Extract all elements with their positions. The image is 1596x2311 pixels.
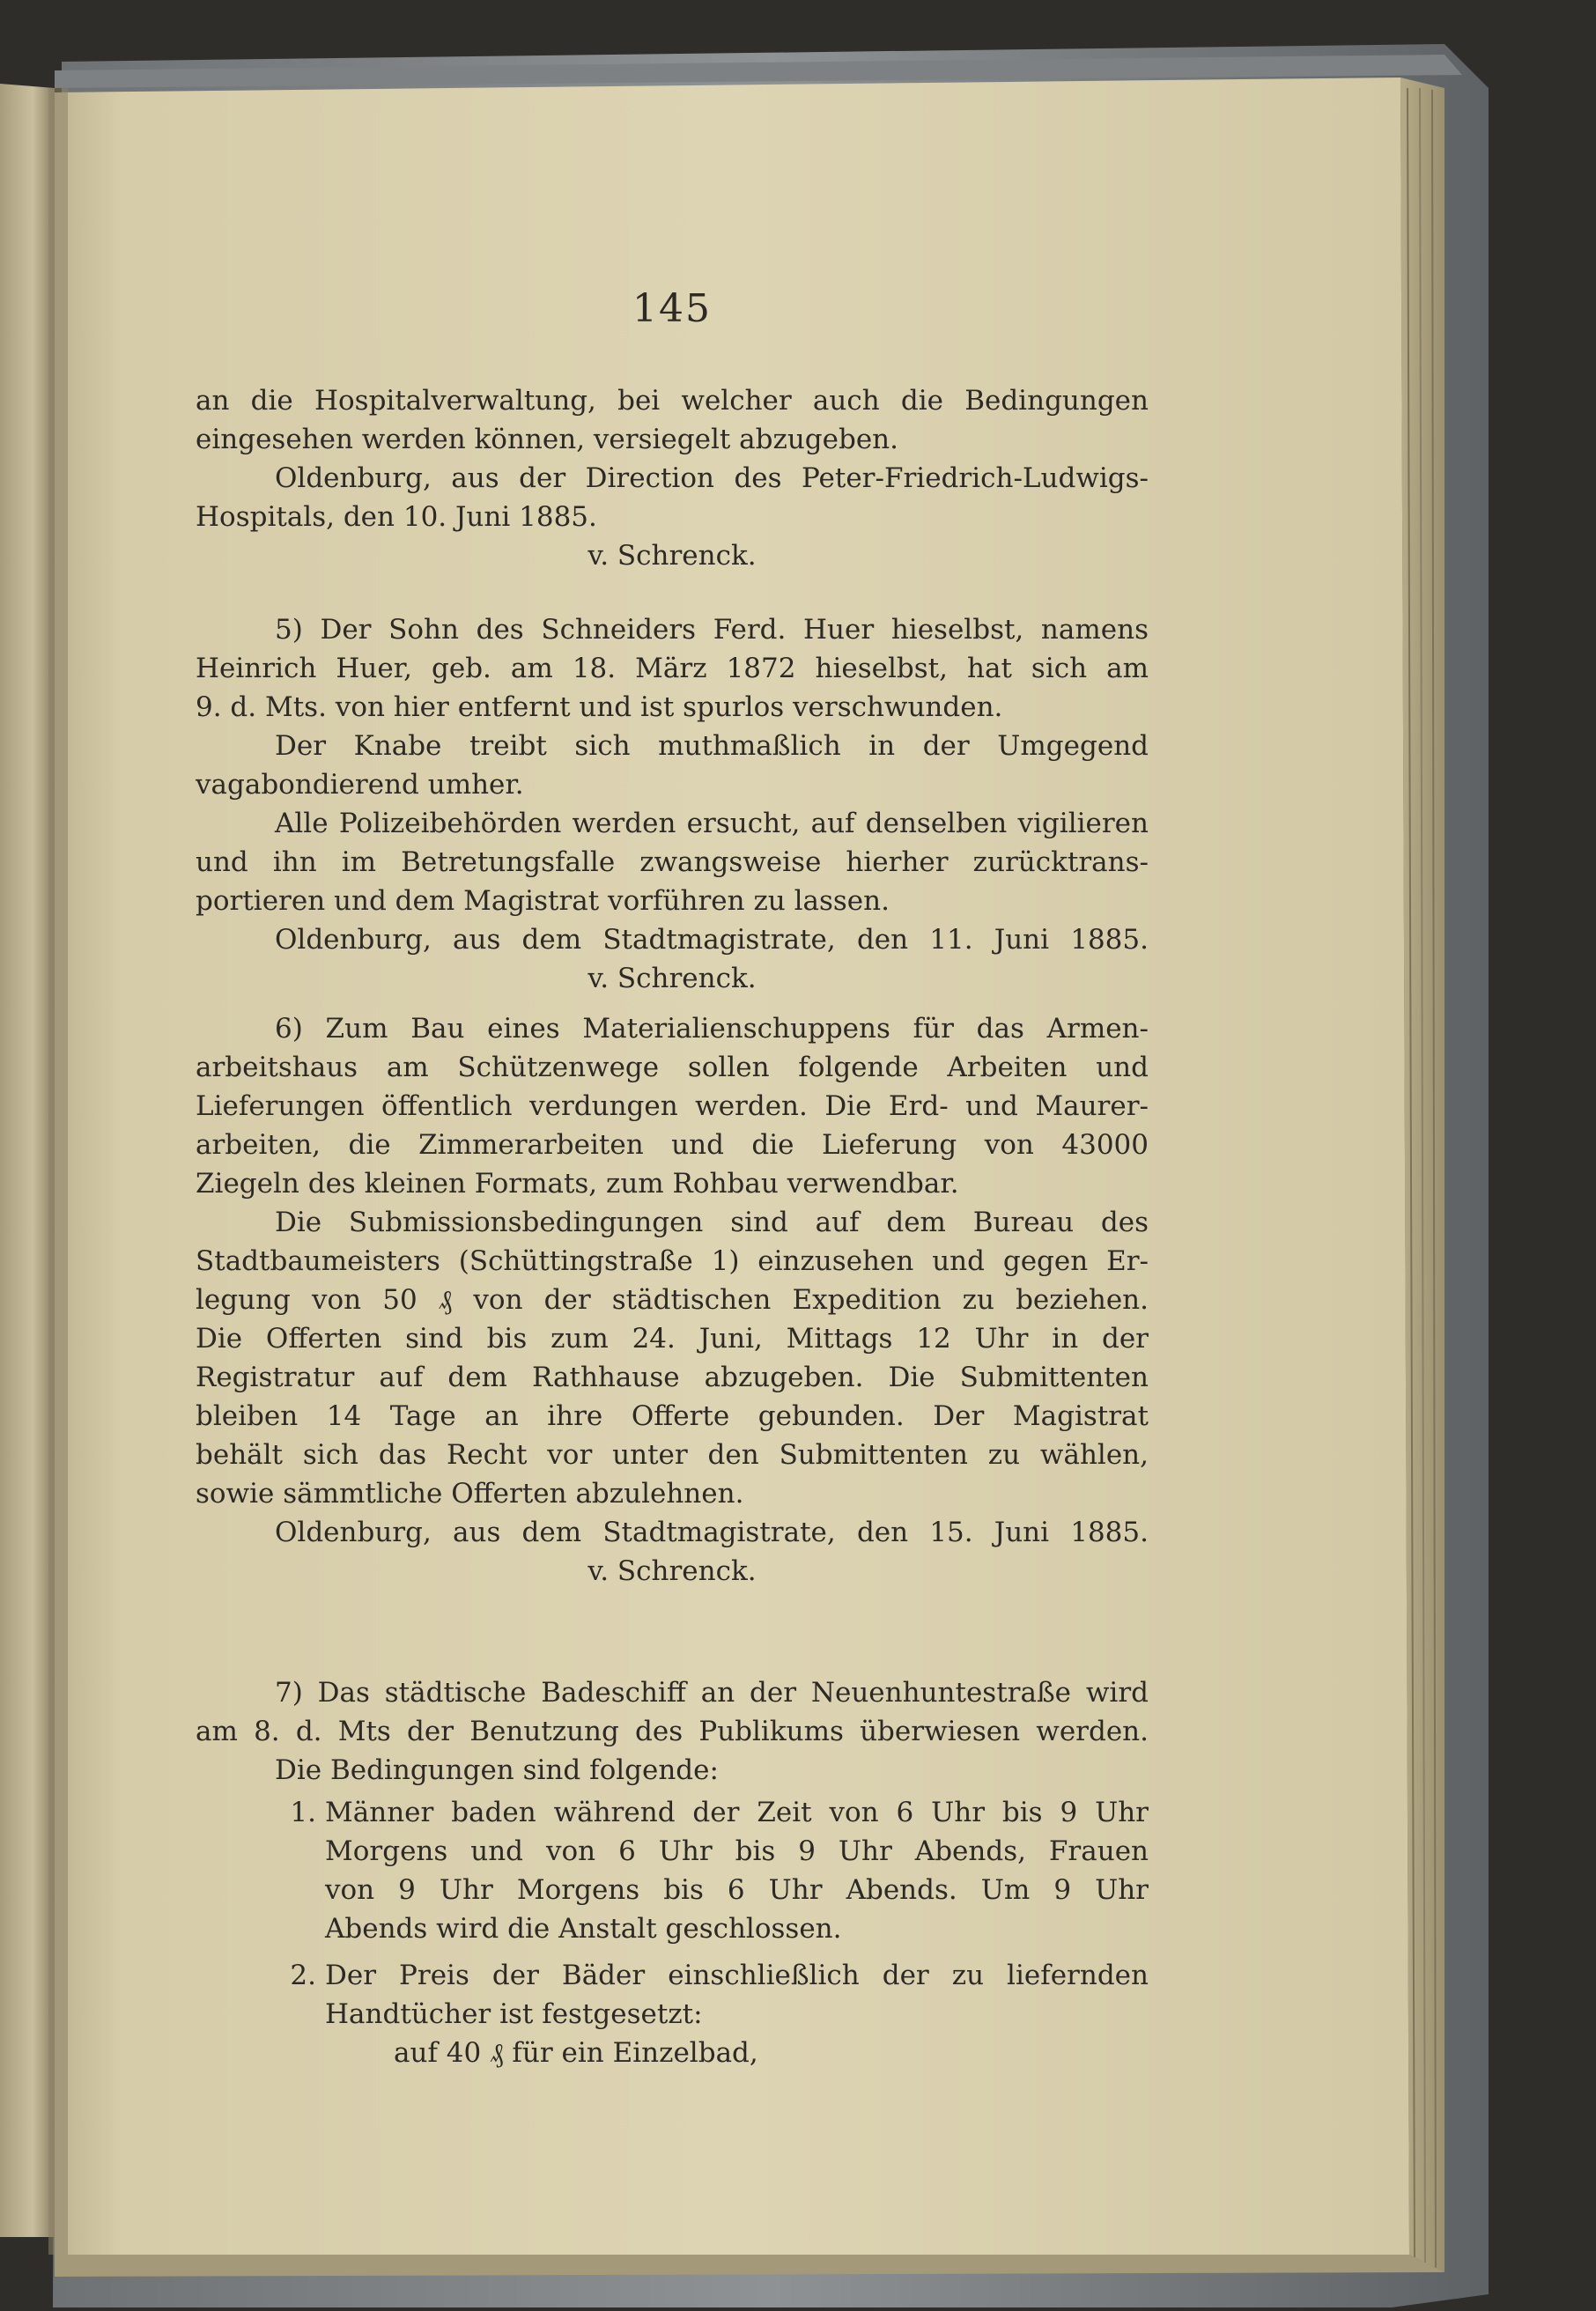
notice-7-paragraph [196, 1673, 1149, 1790]
text-line: an die Hospitalverwaltung, bei welcher auch die Bedingungen [196, 385, 1149, 417]
text-line: 5) Der Sohn des Schneiders Ferd. Huer hieselbst, namens [275, 614, 1149, 646]
text-line: behält sich das Recht vor unter den Submittenten zu wählen, [196, 1439, 1149, 1471]
intro-paragraph [196, 381, 1149, 575]
text-line: v. Schrenck. [587, 1555, 757, 1587]
text-line: Lieferungen öffentlich verdungen werden. Die Erd- und Maurer- [196, 1090, 1149, 1122]
text-line: bleiben 14 Tage an ihre Offerte gebunden. Der Magistrat [196, 1400, 1149, 1432]
text-line: portieren und dem Magistrat vorführen zu lassen. [196, 885, 890, 917]
text-line: legung von 50 ₰ von der städtischen Expedition zu beziehen. [196, 1284, 1149, 1316]
text-line: eingesehen werden können, versiegelt abzugeben. [196, 424, 898, 455]
text-line: v. Schrenck. [587, 540, 757, 572]
text-line: Handtücher ist festgesetzt: [325, 1998, 703, 2030]
text-line: v. Schrenck. [587, 963, 757, 994]
text-line: arbeiten, die Zimmerarbeiten und die Lieferung von 43000 [196, 1129, 1149, 1161]
text-line: sowie sämmtliche Offerten abzulehnen. [196, 1478, 744, 1510]
text-line: und ihn im Betretungsfalle zwangsweise hierher zurücktrans- [196, 846, 1149, 878]
text-line: Die Bedingungen sind folgende: [275, 1754, 719, 1786]
text-line: Hospitals, den 10. Juni 1885. [196, 501, 597, 533]
text-line: Die Submissionsbedingungen sind auf dem Bureau des [275, 1207, 1149, 1238]
list-item-number: 2. [290, 1960, 316, 1991]
text-line: arbeitshaus am Schützenwege sollen folgende Arbeiten und [196, 1052, 1149, 1083]
text-line: Oldenburg, aus dem Stadtmagistrate, den 11. Juni 1885. [275, 924, 1149, 956]
book-page [196, 286, 1149, 2136]
text-line: 6) Zum Bau eines Materialienschuppens für das Armen- [275, 1013, 1149, 1045]
text-line: 7) Das städtische Badeschiff an der Neuenhuntestraße wird [275, 1677, 1149, 1709]
list-item-1 [196, 1793, 1149, 1948]
text-line: 9. d. Mts. von hier entfernt und ist spurlos verschwunden. [196, 691, 1003, 723]
text-line: Der Knabe treibt sich muthmaßlich in der Umgegend [275, 730, 1149, 762]
list-item-2 [196, 1956, 1149, 2072]
text-line: Männer baden während der Zeit von 6 Uhr bis 9 Uhr [325, 1797, 1149, 1828]
page-number: 145 [632, 286, 712, 331]
text-line: Alle Polizeibehörden werden ersucht, auf denselben vigilieren [275, 808, 1149, 839]
text-line: auf 40 ₰ für ein Einzelbad, [394, 2037, 758, 2069]
text-line: Morgens und von 6 Uhr bis 9 Uhr Abends, Frauen [325, 1835, 1149, 1867]
text-line: von 9 Uhr Morgens bis 6 Uhr Abends. Um 9 Uhr [325, 1874, 1149, 1906]
notice-6-paragraph [196, 1009, 1149, 1591]
text-line: am 8. d. Mts der Benutzung des Publikums überwiesen werden. [196, 1716, 1149, 1747]
text-line: Die Offerten sind bis zum 24. Juni, Mittags 12 Uhr in der [196, 1323, 1149, 1355]
text-line: Oldenburg, aus der Direction des Peter-Friedrich-Ludwigs- [275, 462, 1149, 494]
text-line: Ziegeln des kleinen Formats, zum Rohbau verwendbar. [196, 1168, 959, 1200]
text-line: vagabondierend umher. [196, 769, 524, 801]
text-line: Der Preis der Bäder einschließlich der zu liefernden [325, 1960, 1149, 1991]
notice-5-paragraph [196, 610, 1149, 998]
text-line: Heinrich Huer, geb. am 18. März 1872 hieselbst, hat sich am [196, 653, 1149, 684]
text-line: Stadtbaumeisters (Schüttingstraße 1) einzusehen und gegen Er- [196, 1245, 1149, 1277]
text-line: Oldenburg, aus dem Stadtmagistrate, den 15. Juni 1885. [275, 1517, 1149, 1548]
text-line: Registratur auf dem Rathhause abzugeben. Die Submittenten [196, 1362, 1149, 1393]
text-line: Abends wird die Anstalt geschlossen. [325, 1913, 842, 1945]
list-item-number: 1. [290, 1797, 316, 1828]
